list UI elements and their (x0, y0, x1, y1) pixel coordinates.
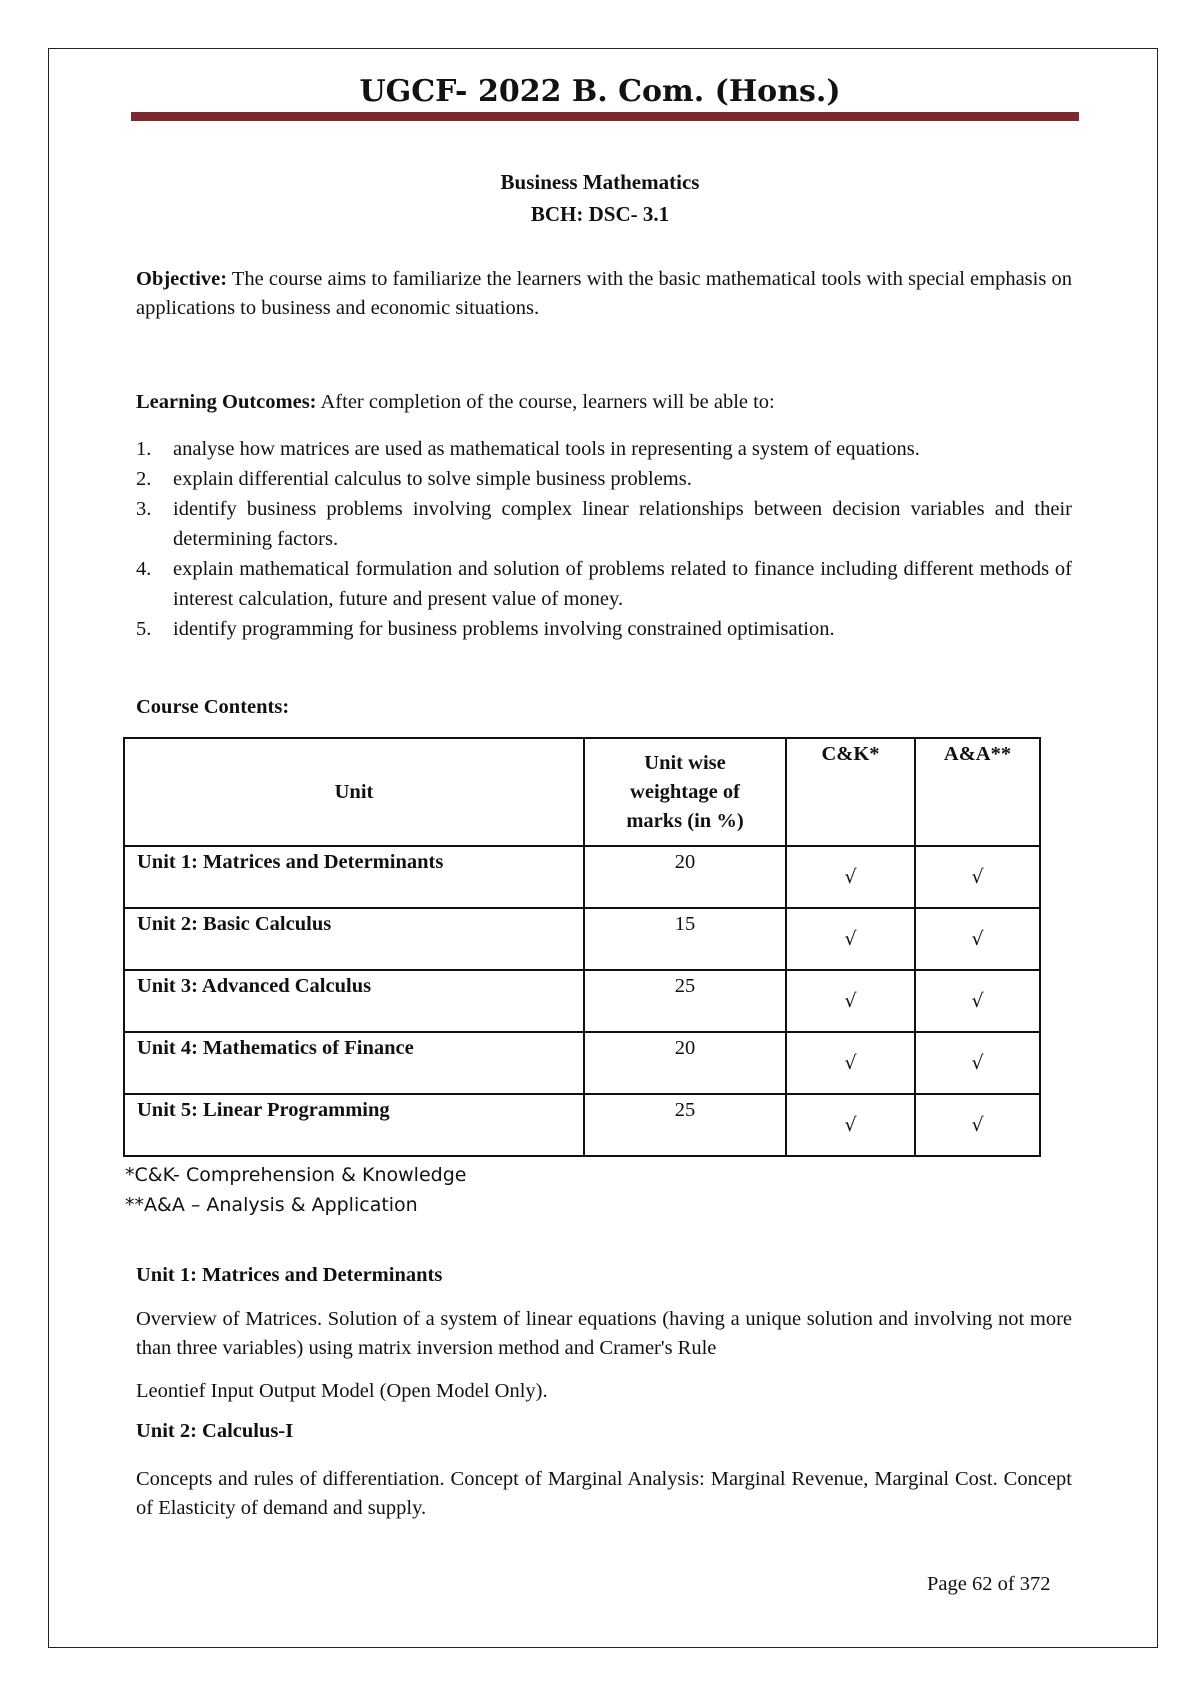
objective-text: The course aims to familiarize the learners with the basic mathematical tools with special emphasis on applications to business and economic situations. (136, 268, 1072, 319)
check-icon: √ (915, 846, 1040, 908)
course-contents-table (123, 737, 1041, 1157)
weightage-cell: 20 (584, 1032, 786, 1094)
list-number: 1. (136, 438, 152, 460)
list-item-text: explain differential calculus to solve simple business problems. (173, 468, 692, 490)
ck-column-header: C&K* (786, 738, 915, 846)
unit2-paragraph: Concepts and rules of differentiation. Concept of Marginal Analysis: Marginal Revenue, Marginal Cost. Concept of Elasticity of demand and supply. (136, 1468, 1072, 1519)
unit-name-cell: Unit 1: Matrices and Determinants (124, 846, 584, 908)
learning-outcomes-intro (136, 388, 1072, 417)
check-icon: √ (915, 1032, 1040, 1094)
unit-name-cell: Unit 4: Mathematics of Finance (124, 1032, 584, 1094)
list-number: 3. (136, 498, 152, 520)
footnote-aa: **A&A – Analysis & Application (125, 1194, 418, 1216)
table-row (124, 970, 1040, 1032)
unit-column-header: Unit (124, 738, 584, 846)
list-item (136, 614, 1072, 644)
unit1-paragraph: Overview of Matrices. Solution of a system of linear equations (having a unique solution and involving not more than three variables) using matrix inversion method and Cramer's Rule (136, 1308, 1072, 1359)
table-row (124, 908, 1040, 970)
check-icon: √ (915, 970, 1040, 1032)
table-row (124, 1094, 1040, 1156)
table-row (124, 846, 1040, 908)
table-header-row (124, 738, 1040, 846)
check-icon: √ (915, 908, 1040, 970)
unit1-heading: Unit 1: Matrices and Determinants (136, 1264, 443, 1286)
course-contents-heading: Course Contents: (136, 696, 290, 718)
check-icon: √ (786, 970, 915, 1032)
weightage-header-text: Unit wise weightage of marks (in %) (626, 751, 744, 832)
learning-outcomes-label: Learning Outcomes: (136, 391, 317, 413)
objective-paragraph (136, 265, 1072, 323)
footnote-ck: *C&K- Comprehension & Knowledge (125, 1164, 467, 1186)
list-item-text: explain mathematical formulation and solution of problems related to finance including different methods of interest calculation, future and present value of money. (173, 558, 1072, 610)
list-item (136, 554, 1072, 614)
unit-name-cell: Unit 3: Advanced Calculus (124, 970, 584, 1032)
check-icon: √ (786, 846, 915, 908)
check-icon: √ (786, 908, 915, 970)
weightage-cell: 15 (584, 908, 786, 970)
page-number: Page 62 of 372 (927, 1573, 1051, 1595)
course-code: BCH: DSC- 3.1 (530, 202, 670, 226)
header-rule (131, 112, 1079, 121)
list-number: 4. (136, 558, 152, 580)
learning-outcomes-intro-text: After completion of the course, learners will be able to: (320, 391, 775, 413)
list-item-text: analyse how matrices are used as mathematical tools in representing a system of equations. (173, 438, 920, 460)
aa-column-header: A&A** (915, 738, 1040, 846)
list-item (136, 464, 1072, 494)
list-number: 2. (136, 468, 152, 490)
list-item (136, 434, 1072, 464)
weightage-cell: 25 (584, 970, 786, 1032)
course-title: Business Mathematics (500, 170, 700, 194)
check-icon: √ (786, 1032, 915, 1094)
list-item-text: identify programming for business problems involving constrained optimisation. (173, 618, 835, 640)
check-icon: √ (786, 1094, 915, 1156)
unit-name-cell: Unit 5: Linear Programming (124, 1094, 584, 1156)
weightage-column-header (584, 738, 786, 846)
unit-name-cell: Unit 2: Basic Calculus (124, 908, 584, 970)
unit1-paragraph-2: Leontief Input Output Model (Open Model Only). (136, 1380, 548, 1402)
weightage-cell: 25 (584, 1094, 786, 1156)
list-number: 5. (136, 618, 152, 640)
page-header-title: UGCF- 2022 B. Com. (Hons.) (359, 74, 841, 109)
list-item-text: identify business problems involving complex linear relationships between decision variables and their determining factors. (173, 498, 1072, 550)
objective-label: Objective: (136, 268, 228, 290)
weightage-cell: 20 (584, 846, 786, 908)
learning-outcomes-list (136, 434, 1072, 644)
check-icon: √ (915, 1094, 1040, 1156)
unit2-heading: Unit 2: Calculus-I (136, 1420, 294, 1442)
table-row (124, 1032, 1040, 1094)
list-item (136, 494, 1072, 554)
